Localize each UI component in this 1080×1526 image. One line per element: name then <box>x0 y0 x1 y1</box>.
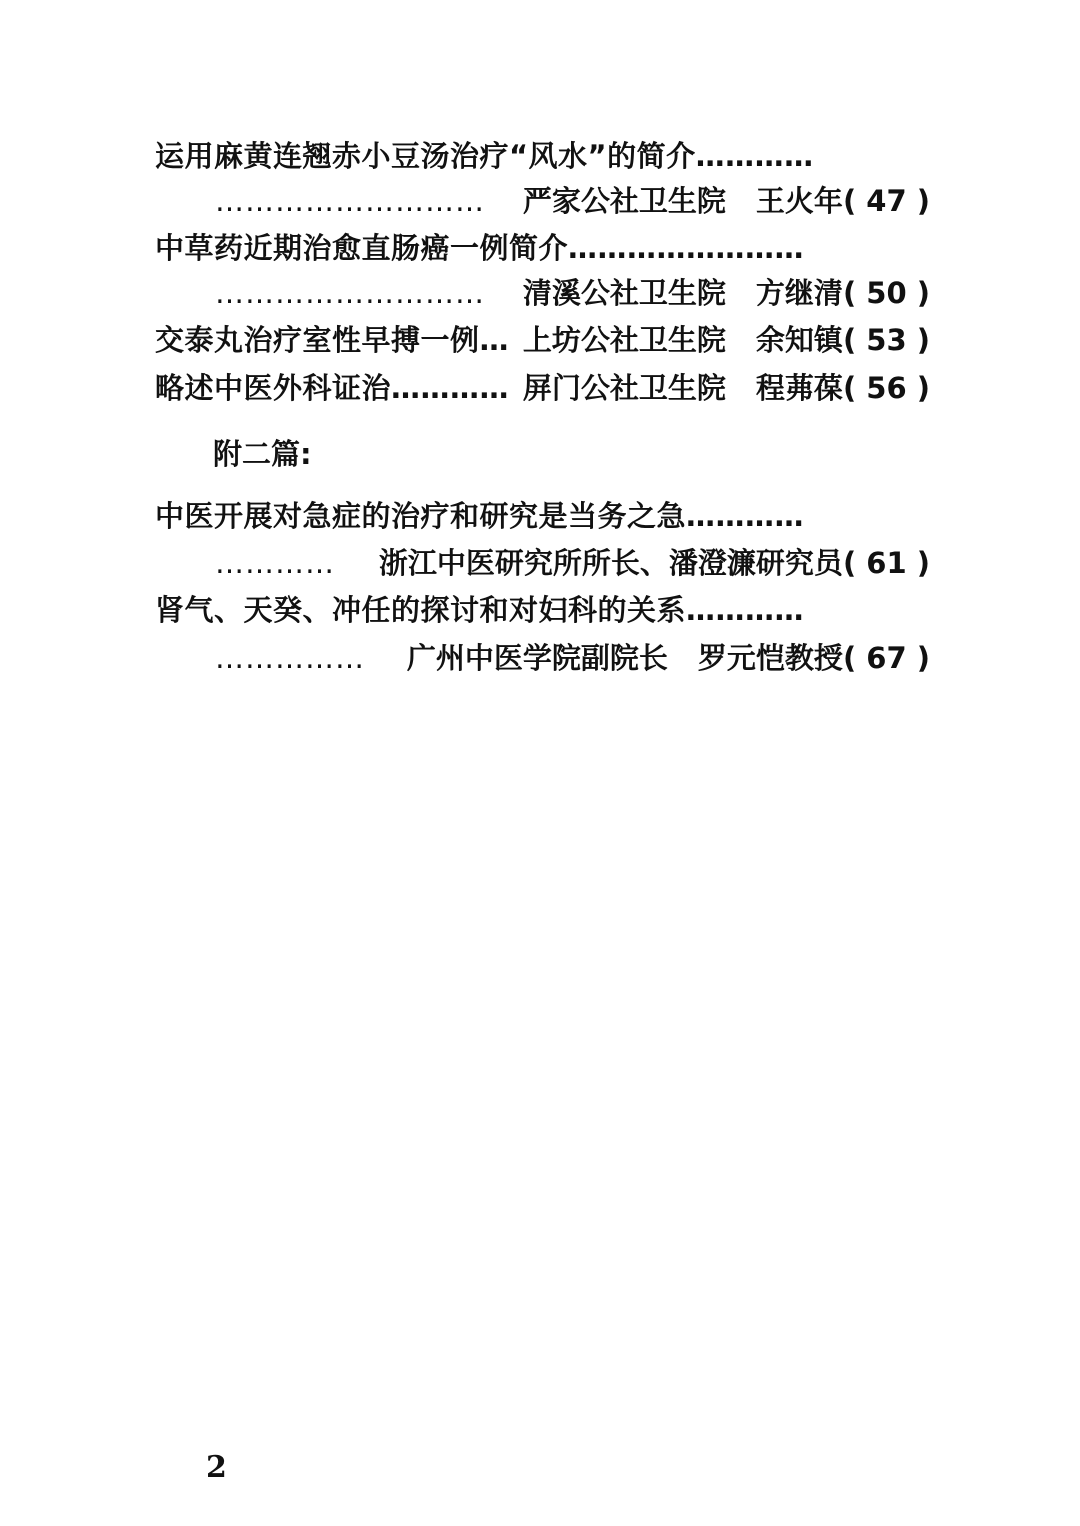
entry-title-text: 交泰丸治疗室性早搏一例… <box>155 323 510 357</box>
entry-institution: 严家公社卫生院 <box>522 184 726 218</box>
entry-page: ( 61 ) <box>842 546 930 580</box>
entry-author: 罗元恺教授 <box>697 641 843 675</box>
entry-page: ( 53 ) <box>842 323 930 357</box>
leader-dots: ………… <box>215 546 335 580</box>
entry-page: ( 56 ) <box>842 371 930 405</box>
toc-entry-title <box>155 322 509 358</box>
entry-title-text: 略述中医外科证治………… <box>155 371 510 405</box>
entry-page: ( 47 ) <box>842 184 930 218</box>
toc-entry-title <box>155 592 804 628</box>
entry-institution: 上坊公社卫生院 <box>522 323 726 357</box>
entry-page: ( 50 ) <box>842 276 930 310</box>
toc-entry-leader <box>215 183 485 219</box>
leader-dots: ……………………… <box>215 276 485 310</box>
toc-entry-byline <box>523 275 930 311</box>
entry-author: 王火年 <box>755 184 843 218</box>
toc-entry-byline <box>523 183 930 219</box>
entry-title-text: 中草药近期治愈直肠癌一例简介…………………… <box>155 231 805 265</box>
page-number: 2 <box>206 1450 227 1485</box>
toc-entry-title <box>155 138 814 174</box>
entry-institution: 屏门公社卫生院 <box>522 371 726 405</box>
toc-entry-title <box>155 230 804 266</box>
entry-page: ( 67 ) <box>842 641 930 675</box>
entry-title-text: 运用麻黄连翘赤小豆汤治疗“风水”的简介………… <box>155 139 814 173</box>
entry-title-text: 中医开展对急症的治疗和研究是当务之急………… <box>155 499 805 533</box>
toc-entry-byline <box>379 545 930 581</box>
toc-entry-leader <box>215 640 365 676</box>
entry-author: 方继清 <box>755 276 843 310</box>
entry-title-text: 肾气、天癸、冲任的探讨和对妇科的关系………… <box>155 593 805 627</box>
entry-institution: 清溪公社卫生院 <box>522 276 726 310</box>
leader-dots: ……………………… <box>215 184 485 218</box>
entry-byline: 浙江中医研究所所长、潘澄濂研究员 <box>378 546 843 580</box>
leader-dots: …………… <box>215 641 365 675</box>
toc-entry-byline <box>407 640 930 676</box>
toc-entry-byline <box>523 370 930 406</box>
toc-entry-title <box>155 370 509 406</box>
entry-byline: 广州中医学院副院长 <box>406 641 668 675</box>
appendix-heading: 附二篇: <box>213 437 312 471</box>
entry-author: 程茀葆 <box>755 371 843 405</box>
toc-entry-byline <box>523 322 930 358</box>
entry-author: 余知镇 <box>755 323 843 357</box>
toc-entry-title <box>155 498 804 534</box>
toc-entry-leader <box>215 545 335 581</box>
toc-entry-leader <box>215 275 485 311</box>
